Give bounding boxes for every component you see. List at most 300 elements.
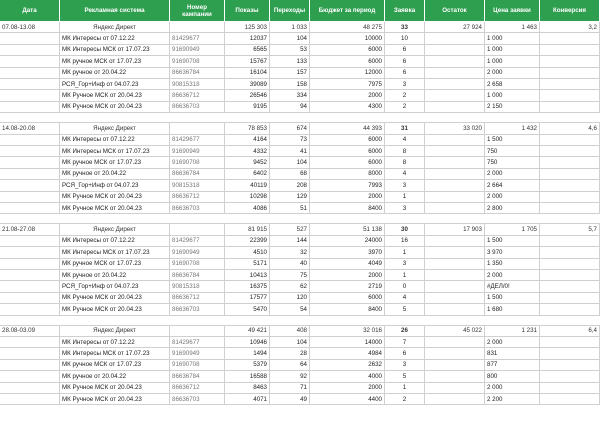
impressions[interactable]: 5470 xyxy=(225,304,270,315)
empty-cell[interactable] xyxy=(310,113,385,123)
conversion[interactable] xyxy=(540,348,600,359)
lead-price[interactable]: 1 463 xyxy=(485,22,540,33)
clicks[interactable]: 120 xyxy=(270,293,310,304)
campaign-id[interactable]: 90815318 xyxy=(170,180,225,191)
clicks[interactable]: 40 xyxy=(270,259,310,270)
lead-price[interactable]: 2 000 xyxy=(485,337,540,348)
campaign-id[interactable]: 91690949 xyxy=(170,146,225,157)
balance[interactable] xyxy=(425,146,485,157)
leads[interactable]: 4 xyxy=(385,169,425,180)
empty-cell[interactable] xyxy=(385,316,425,326)
impressions[interactable]: 125 303 xyxy=(225,22,270,33)
campaign-name[interactable]: МК Ручное МСК от 20.04.23 xyxy=(60,192,170,203)
balance[interactable] xyxy=(425,157,485,168)
campaign-name[interactable]: МК Ручное МСК от 20.04.23 xyxy=(60,304,170,315)
conversion[interactable] xyxy=(540,33,600,44)
leads[interactable]: 7 xyxy=(385,337,425,348)
clicks[interactable]: 104 xyxy=(270,337,310,348)
balance[interactable] xyxy=(425,169,485,180)
impressions[interactable]: 8463 xyxy=(225,383,270,394)
campaign-name[interactable]: МК Интересы МСК от 17.07.23 xyxy=(60,247,170,258)
budget[interactable]: 32 016 xyxy=(310,326,385,337)
balance[interactable]: 17 903 xyxy=(425,224,485,235)
budget[interactable]: 6000 xyxy=(310,135,385,146)
date[interactable] xyxy=(0,203,60,214)
conversion[interactable] xyxy=(540,56,600,67)
campaign-name[interactable]: МК Интересы МСК от 17.07.23 xyxy=(60,45,170,56)
conversion[interactable] xyxy=(540,203,600,214)
leads-header[interactable]: Заявка xyxy=(385,0,425,22)
impressions[interactable]: 10946 xyxy=(225,337,270,348)
leads[interactable]: 1 xyxy=(385,270,425,281)
budget[interactable]: 2719 xyxy=(310,281,385,292)
clicks[interactable]: 104 xyxy=(270,157,310,168)
campaign-id[interactable]: 86636712 xyxy=(170,90,225,101)
clicks[interactable]: 32 xyxy=(270,247,310,258)
budget[interactable]: 2000 xyxy=(310,90,385,101)
balance[interactable] xyxy=(425,68,485,79)
conversion[interactable]: 6,4 xyxy=(540,326,600,337)
empty-cell[interactable] xyxy=(270,214,310,224)
campaign-id[interactable]: 81429677 xyxy=(170,135,225,146)
impressions[interactable]: 78 853 xyxy=(225,123,270,134)
impressions[interactable]: 26546 xyxy=(225,90,270,101)
balance[interactable] xyxy=(425,79,485,90)
lead-price[interactable]: #ДЕЛ/0! xyxy=(485,281,540,292)
campaign-id[interactable]: 91690708 xyxy=(170,157,225,168)
clicks[interactable]: 73 xyxy=(270,135,310,146)
campaign-id[interactable]: 86636784 xyxy=(170,68,225,79)
campaign-name[interactable]: МК ручное от 20.04.22 xyxy=(60,270,170,281)
clicks[interactable]: 92 xyxy=(270,371,310,382)
budget[interactable]: 51 138 xyxy=(310,224,385,235)
empty-cell[interactable] xyxy=(270,113,310,123)
budget[interactable]: 3970 xyxy=(310,247,385,258)
conversion[interactable]: 3,2 xyxy=(540,22,600,33)
empty-cell[interactable] xyxy=(485,214,540,224)
clicks-header[interactable]: Переходы xyxy=(270,0,310,22)
leads[interactable]: 4 xyxy=(385,293,425,304)
leads[interactable]: 0 xyxy=(385,281,425,292)
ad-system[interactable]: Яндекс Директ xyxy=(60,22,170,33)
empty-cell[interactable] xyxy=(270,316,310,326)
clicks[interactable]: 54 xyxy=(270,304,310,315)
balance[interactable] xyxy=(425,394,485,405)
balance[interactable] xyxy=(425,236,485,247)
impressions[interactable]: 5379 xyxy=(225,360,270,371)
balance[interactable] xyxy=(425,135,485,146)
balance[interactable] xyxy=(425,360,485,371)
campaign-id[interactable]: 86636703 xyxy=(170,304,225,315)
budget[interactable]: 8400 xyxy=(310,304,385,315)
budget[interactable]: 4300 xyxy=(310,102,385,113)
balance[interactable] xyxy=(425,102,485,113)
campaign-id[interactable]: 86636712 xyxy=(170,383,225,394)
balance[interactable] xyxy=(425,180,485,191)
campaign-name[interactable]: МК Интересы от 07.12.22 xyxy=(60,337,170,348)
impressions[interactable]: 16588 xyxy=(225,371,270,382)
clicks[interactable]: 334 xyxy=(270,90,310,101)
empty-cell[interactable] xyxy=(540,316,600,326)
budget[interactable]: 10000 xyxy=(310,33,385,44)
week-date[interactable]: 21.08-27.08 xyxy=(0,224,60,235)
clicks[interactable]: 1 033 xyxy=(270,22,310,33)
lead-price[interactable]: 877 xyxy=(485,360,540,371)
impressions[interactable]: 17577 xyxy=(225,293,270,304)
week-date[interactable]: 28.08-03.09 xyxy=(0,326,60,337)
leads[interactable]: 5 xyxy=(385,371,425,382)
clicks[interactable]: 674 xyxy=(270,123,310,134)
budget[interactable]: 4049 xyxy=(310,259,385,270)
date[interactable] xyxy=(0,135,60,146)
leads[interactable]: 2 xyxy=(385,102,425,113)
clicks[interactable]: 75 xyxy=(270,270,310,281)
balance[interactable] xyxy=(425,247,485,258)
conversion[interactable]: 5,7 xyxy=(540,224,600,235)
campaign-name[interactable]: РСЯ_Гор+Инф от 04.07.23 xyxy=(60,79,170,90)
balance[interactable] xyxy=(425,337,485,348)
leads[interactable]: 2 xyxy=(385,90,425,101)
balance[interactable] xyxy=(425,281,485,292)
leads[interactable]: 1 xyxy=(385,383,425,394)
impressions[interactable]: 10413 xyxy=(225,270,270,281)
empty-cell[interactable] xyxy=(0,316,60,326)
empty-cell[interactable] xyxy=(540,113,600,123)
campaign-name[interactable]: МК ручное МСК от 17.07.23 xyxy=(60,157,170,168)
leads[interactable]: 5 xyxy=(385,304,425,315)
balance-header[interactable]: Остаток xyxy=(425,0,485,22)
empty-cell[interactable] xyxy=(385,214,425,224)
leads[interactable]: 30 xyxy=(385,224,425,235)
lead-price[interactable]: 1 000 xyxy=(485,56,540,67)
leads[interactable]: 6 xyxy=(385,56,425,67)
campaign-id[interactable]: 86636712 xyxy=(170,192,225,203)
lead-price[interactable]: 750 xyxy=(485,157,540,168)
date[interactable] xyxy=(0,146,60,157)
budget[interactable]: 14000 xyxy=(310,337,385,348)
campaign-name[interactable]: МК Ручное МСК от 20.04.23 xyxy=(60,293,170,304)
date[interactable] xyxy=(0,304,60,315)
clicks[interactable]: 133 xyxy=(270,56,310,67)
empty-cell[interactable] xyxy=(0,113,60,123)
lead-price[interactable]: 2 000 xyxy=(485,68,540,79)
campaign-name[interactable]: РСЯ_Гор+Инф от 04.07.23 xyxy=(60,281,170,292)
impressions[interactable]: 9195 xyxy=(225,102,270,113)
balance[interactable] xyxy=(425,270,485,281)
budget[interactable]: 2000 xyxy=(310,192,385,203)
conversion[interactable] xyxy=(540,157,600,168)
campaign-id[interactable]: 91690708 xyxy=(170,259,225,270)
date[interactable] xyxy=(0,56,60,67)
date[interactable] xyxy=(0,102,60,113)
campaign-id[interactable]: 90815318 xyxy=(170,79,225,90)
system-header[interactable]: Рекламная система xyxy=(60,0,170,22)
impressions[interactable]: 9452 xyxy=(225,157,270,168)
lead-price[interactable]: 2 664 xyxy=(485,180,540,191)
campaign-name[interactable]: МК ручное от 20.04.22 xyxy=(60,169,170,180)
empty-cell[interactable] xyxy=(170,113,225,123)
date[interactable] xyxy=(0,79,60,90)
date[interactable] xyxy=(0,247,60,258)
leads[interactable]: 1 xyxy=(385,247,425,258)
campaign-id[interactable] xyxy=(170,326,225,337)
leads[interactable]: 16 xyxy=(385,236,425,247)
conversion[interactable] xyxy=(540,247,600,258)
campaign-name[interactable]: МК Интересы от 07.12.22 xyxy=(60,236,170,247)
date[interactable] xyxy=(0,383,60,394)
impressions[interactable]: 16104 xyxy=(225,68,270,79)
lead-price[interactable]: 2 658 xyxy=(485,79,540,90)
ad-system[interactable]: Яндекс Директ xyxy=(60,123,170,134)
clicks[interactable]: 64 xyxy=(270,360,310,371)
budget[interactable]: 2632 xyxy=(310,360,385,371)
campaign-id[interactable]: 91690708 xyxy=(170,360,225,371)
lead-price[interactable]: 831 xyxy=(485,348,540,359)
empty-cell[interactable] xyxy=(225,214,270,224)
leads[interactable]: 6 xyxy=(385,348,425,359)
conversion[interactable] xyxy=(540,383,600,394)
balance[interactable] xyxy=(425,203,485,214)
budget[interactable]: 4000 xyxy=(310,371,385,382)
campaign-id[interactable]: 81429677 xyxy=(170,236,225,247)
conversion[interactable] xyxy=(540,169,600,180)
lead-price[interactable]: 1 000 xyxy=(485,90,540,101)
lead-price[interactable]: 2 150 xyxy=(485,102,540,113)
impressions[interactable]: 4510 xyxy=(225,247,270,258)
lead-price[interactable]: 2 000 xyxy=(485,192,540,203)
campaign-id[interactable]: 86636784 xyxy=(170,169,225,180)
campaign-id[interactable]: 86636703 xyxy=(170,394,225,405)
campaign-id[interactable]: 81429677 xyxy=(170,33,225,44)
empty-cell[interactable] xyxy=(485,113,540,123)
lead-price[interactable]: 1 500 xyxy=(485,135,540,146)
balance[interactable]: 27 924 xyxy=(425,22,485,33)
budget[interactable]: 6000 xyxy=(310,146,385,157)
impressions[interactable]: 16375 xyxy=(225,281,270,292)
budget[interactable]: 4984 xyxy=(310,348,385,359)
empty-cell[interactable] xyxy=(425,214,485,224)
lead-price[interactable]: 2 000 xyxy=(485,169,540,180)
week-date[interactable]: 07.08-13.08 xyxy=(0,22,60,33)
budget[interactable]: 7993 xyxy=(310,180,385,191)
budget[interactable]: 8000 xyxy=(310,169,385,180)
balance[interactable] xyxy=(425,56,485,67)
empty-cell[interactable] xyxy=(170,316,225,326)
date[interactable] xyxy=(0,45,60,56)
campaign-name[interactable]: МК Ручное МСК от 20.04.23 xyxy=(60,90,170,101)
conversion[interactable] xyxy=(540,236,600,247)
lead-price[interactable]: 1 000 xyxy=(485,33,540,44)
clicks[interactable]: 408 xyxy=(270,326,310,337)
clicks[interactable]: 144 xyxy=(270,236,310,247)
balance[interactable] xyxy=(425,348,485,359)
impressions[interactable]: 15767 xyxy=(225,56,270,67)
lead-price[interactable]: 1 500 xyxy=(485,293,540,304)
budget[interactable]: 7975 xyxy=(310,79,385,90)
clicks[interactable]: 129 xyxy=(270,192,310,203)
balance[interactable] xyxy=(425,33,485,44)
clicks[interactable]: 527 xyxy=(270,224,310,235)
date[interactable] xyxy=(0,90,60,101)
impressions[interactable]: 4332 xyxy=(225,146,270,157)
budget-header[interactable]: Бюджет за период xyxy=(310,0,385,22)
budget[interactable]: 24000 xyxy=(310,236,385,247)
lead-price[interactable]: 1 000 xyxy=(485,45,540,56)
campaign-name[interactable]: МК Ручное МСК от 20.04.23 xyxy=(60,383,170,394)
conversion[interactable] xyxy=(540,102,600,113)
conversion[interactable] xyxy=(540,394,600,405)
balance[interactable] xyxy=(425,45,485,56)
ad-system[interactable]: Яндекс Директ xyxy=(60,326,170,337)
leads[interactable]: 8 xyxy=(385,157,425,168)
date-header[interactable]: Дата xyxy=(0,0,60,22)
empty-cell[interactable] xyxy=(485,316,540,326)
clicks[interactable]: 104 xyxy=(270,33,310,44)
leads[interactable]: 33 xyxy=(385,22,425,33)
impressions[interactable]: 6565 xyxy=(225,45,270,56)
date[interactable] xyxy=(0,236,60,247)
lead-price[interactable]: 1 705 xyxy=(485,224,540,235)
lead-price[interactable]: 2 000 xyxy=(485,270,540,281)
conversion[interactable] xyxy=(540,68,600,79)
week-date[interactable]: 14.08-20.08 xyxy=(0,123,60,134)
lead-price[interactable]: 3 970 xyxy=(485,247,540,258)
budget[interactable]: 6000 xyxy=(310,45,385,56)
campaign-name[interactable]: МК Интересы МСК от 17.07.23 xyxy=(60,146,170,157)
campaign-name[interactable]: МК Интересы МСК от 17.07.23 xyxy=(60,348,170,359)
budget[interactable]: 48 275 xyxy=(310,22,385,33)
leads[interactable]: 6 xyxy=(385,45,425,56)
budget[interactable]: 6000 xyxy=(310,56,385,67)
leads[interactable]: 10 xyxy=(385,33,425,44)
budget[interactable]: 44 393 xyxy=(310,123,385,134)
balance[interactable] xyxy=(425,90,485,101)
campaign-name[interactable]: МК ручное МСК от 17.07.23 xyxy=(60,259,170,270)
clicks[interactable]: 41 xyxy=(270,146,310,157)
clicks[interactable]: 49 xyxy=(270,394,310,405)
empty-cell[interactable] xyxy=(60,316,170,326)
campaign-id[interactable] xyxy=(170,123,225,134)
leads[interactable]: 3 xyxy=(385,360,425,371)
price-header[interactable]: Цена заявки xyxy=(485,0,540,22)
date[interactable] xyxy=(0,337,60,348)
campaign-name[interactable]: МК Интересы от 07.12.22 xyxy=(60,135,170,146)
date[interactable] xyxy=(0,270,60,281)
lead-price[interactable]: 800 xyxy=(485,371,540,382)
campaign-id-header[interactable]: Номер кампании xyxy=(170,0,225,22)
date[interactable] xyxy=(0,68,60,79)
balance[interactable] xyxy=(425,304,485,315)
impressions[interactable]: 10298 xyxy=(225,192,270,203)
empty-cell[interactable] xyxy=(385,113,425,123)
balance[interactable]: 45 022 xyxy=(425,326,485,337)
leads[interactable]: 31 xyxy=(385,123,425,134)
budget[interactable]: 12000 xyxy=(310,68,385,79)
budget[interactable]: 2000 xyxy=(310,270,385,281)
balance[interactable] xyxy=(425,371,485,382)
empty-cell[interactable] xyxy=(60,214,170,224)
impressions[interactable]: 4164 xyxy=(225,135,270,146)
lead-price[interactable]: 1 350 xyxy=(485,259,540,270)
date[interactable] xyxy=(0,259,60,270)
campaign-id[interactable] xyxy=(170,224,225,235)
budget[interactable]: 8400 xyxy=(310,203,385,214)
conversion[interactable] xyxy=(540,293,600,304)
clicks[interactable]: 157 xyxy=(270,68,310,79)
clicks[interactable]: 28 xyxy=(270,348,310,359)
lead-price[interactable]: 750 xyxy=(485,146,540,157)
date[interactable] xyxy=(0,157,60,168)
leads[interactable]: 1 xyxy=(385,192,425,203)
impressions[interactable]: 4086 xyxy=(225,203,270,214)
leads[interactable]: 3 xyxy=(385,180,425,191)
campaign-id[interactable]: 91690949 xyxy=(170,247,225,258)
lead-price[interactable]: 1 680 xyxy=(485,304,540,315)
lead-price[interactable]: 2 800 xyxy=(485,203,540,214)
campaign-id[interactable]: 91690949 xyxy=(170,45,225,56)
conversion[interactable] xyxy=(540,146,600,157)
impressions[interactable]: 22399 xyxy=(225,236,270,247)
impressions[interactable]: 6402 xyxy=(225,169,270,180)
campaign-id[interactable]: 91690949 xyxy=(170,348,225,359)
impressions[interactable]: 12037 xyxy=(225,33,270,44)
conversion[interactable] xyxy=(540,281,600,292)
conversion[interactable] xyxy=(540,337,600,348)
conversion[interactable] xyxy=(540,79,600,90)
clicks[interactable]: 51 xyxy=(270,203,310,214)
campaign-id[interactable]: 86636784 xyxy=(170,371,225,382)
conversion[interactable] xyxy=(540,192,600,203)
date[interactable] xyxy=(0,371,60,382)
leads[interactable]: 3 xyxy=(385,259,425,270)
lead-price[interactable]: 1 500 xyxy=(485,236,540,247)
impressions[interactable]: 39089 xyxy=(225,79,270,90)
budget[interactable]: 6000 xyxy=(310,157,385,168)
empty-cell[interactable] xyxy=(0,214,60,224)
date[interactable] xyxy=(0,348,60,359)
conversion[interactable] xyxy=(540,371,600,382)
conversion[interactable] xyxy=(540,259,600,270)
date[interactable] xyxy=(0,293,60,304)
ad-system[interactable]: Яндекс Директ xyxy=(60,224,170,235)
date[interactable] xyxy=(0,169,60,180)
budget[interactable]: 4400 xyxy=(310,394,385,405)
empty-cell[interactable] xyxy=(540,214,600,224)
campaign-id[interactable]: 86636784 xyxy=(170,270,225,281)
clicks[interactable]: 68 xyxy=(270,169,310,180)
lead-price[interactable]: 1 231 xyxy=(485,326,540,337)
empty-cell[interactable] xyxy=(170,214,225,224)
balance[interactable] xyxy=(425,192,485,203)
campaign-id[interactable]: 90815318 xyxy=(170,281,225,292)
clicks[interactable]: 53 xyxy=(270,45,310,56)
empty-cell[interactable] xyxy=(310,214,385,224)
leads[interactable]: 3 xyxy=(385,79,425,90)
conversion[interactable]: 4,6 xyxy=(540,123,600,134)
conversion[interactable] xyxy=(540,270,600,281)
campaign-id[interactable]: 86636703 xyxy=(170,203,225,214)
conversion[interactable] xyxy=(540,90,600,101)
budget[interactable]: 2000 xyxy=(310,383,385,394)
date[interactable] xyxy=(0,281,60,292)
campaign-id[interactable]: 86636712 xyxy=(170,293,225,304)
impressions[interactable]: 4071 xyxy=(225,394,270,405)
impressions[interactable]: 5171 xyxy=(225,259,270,270)
clicks[interactable]: 208 xyxy=(270,180,310,191)
empty-cell[interactable] xyxy=(425,316,485,326)
campaign-name[interactable]: МК ручное от 20.04.22 xyxy=(60,371,170,382)
date[interactable] xyxy=(0,192,60,203)
